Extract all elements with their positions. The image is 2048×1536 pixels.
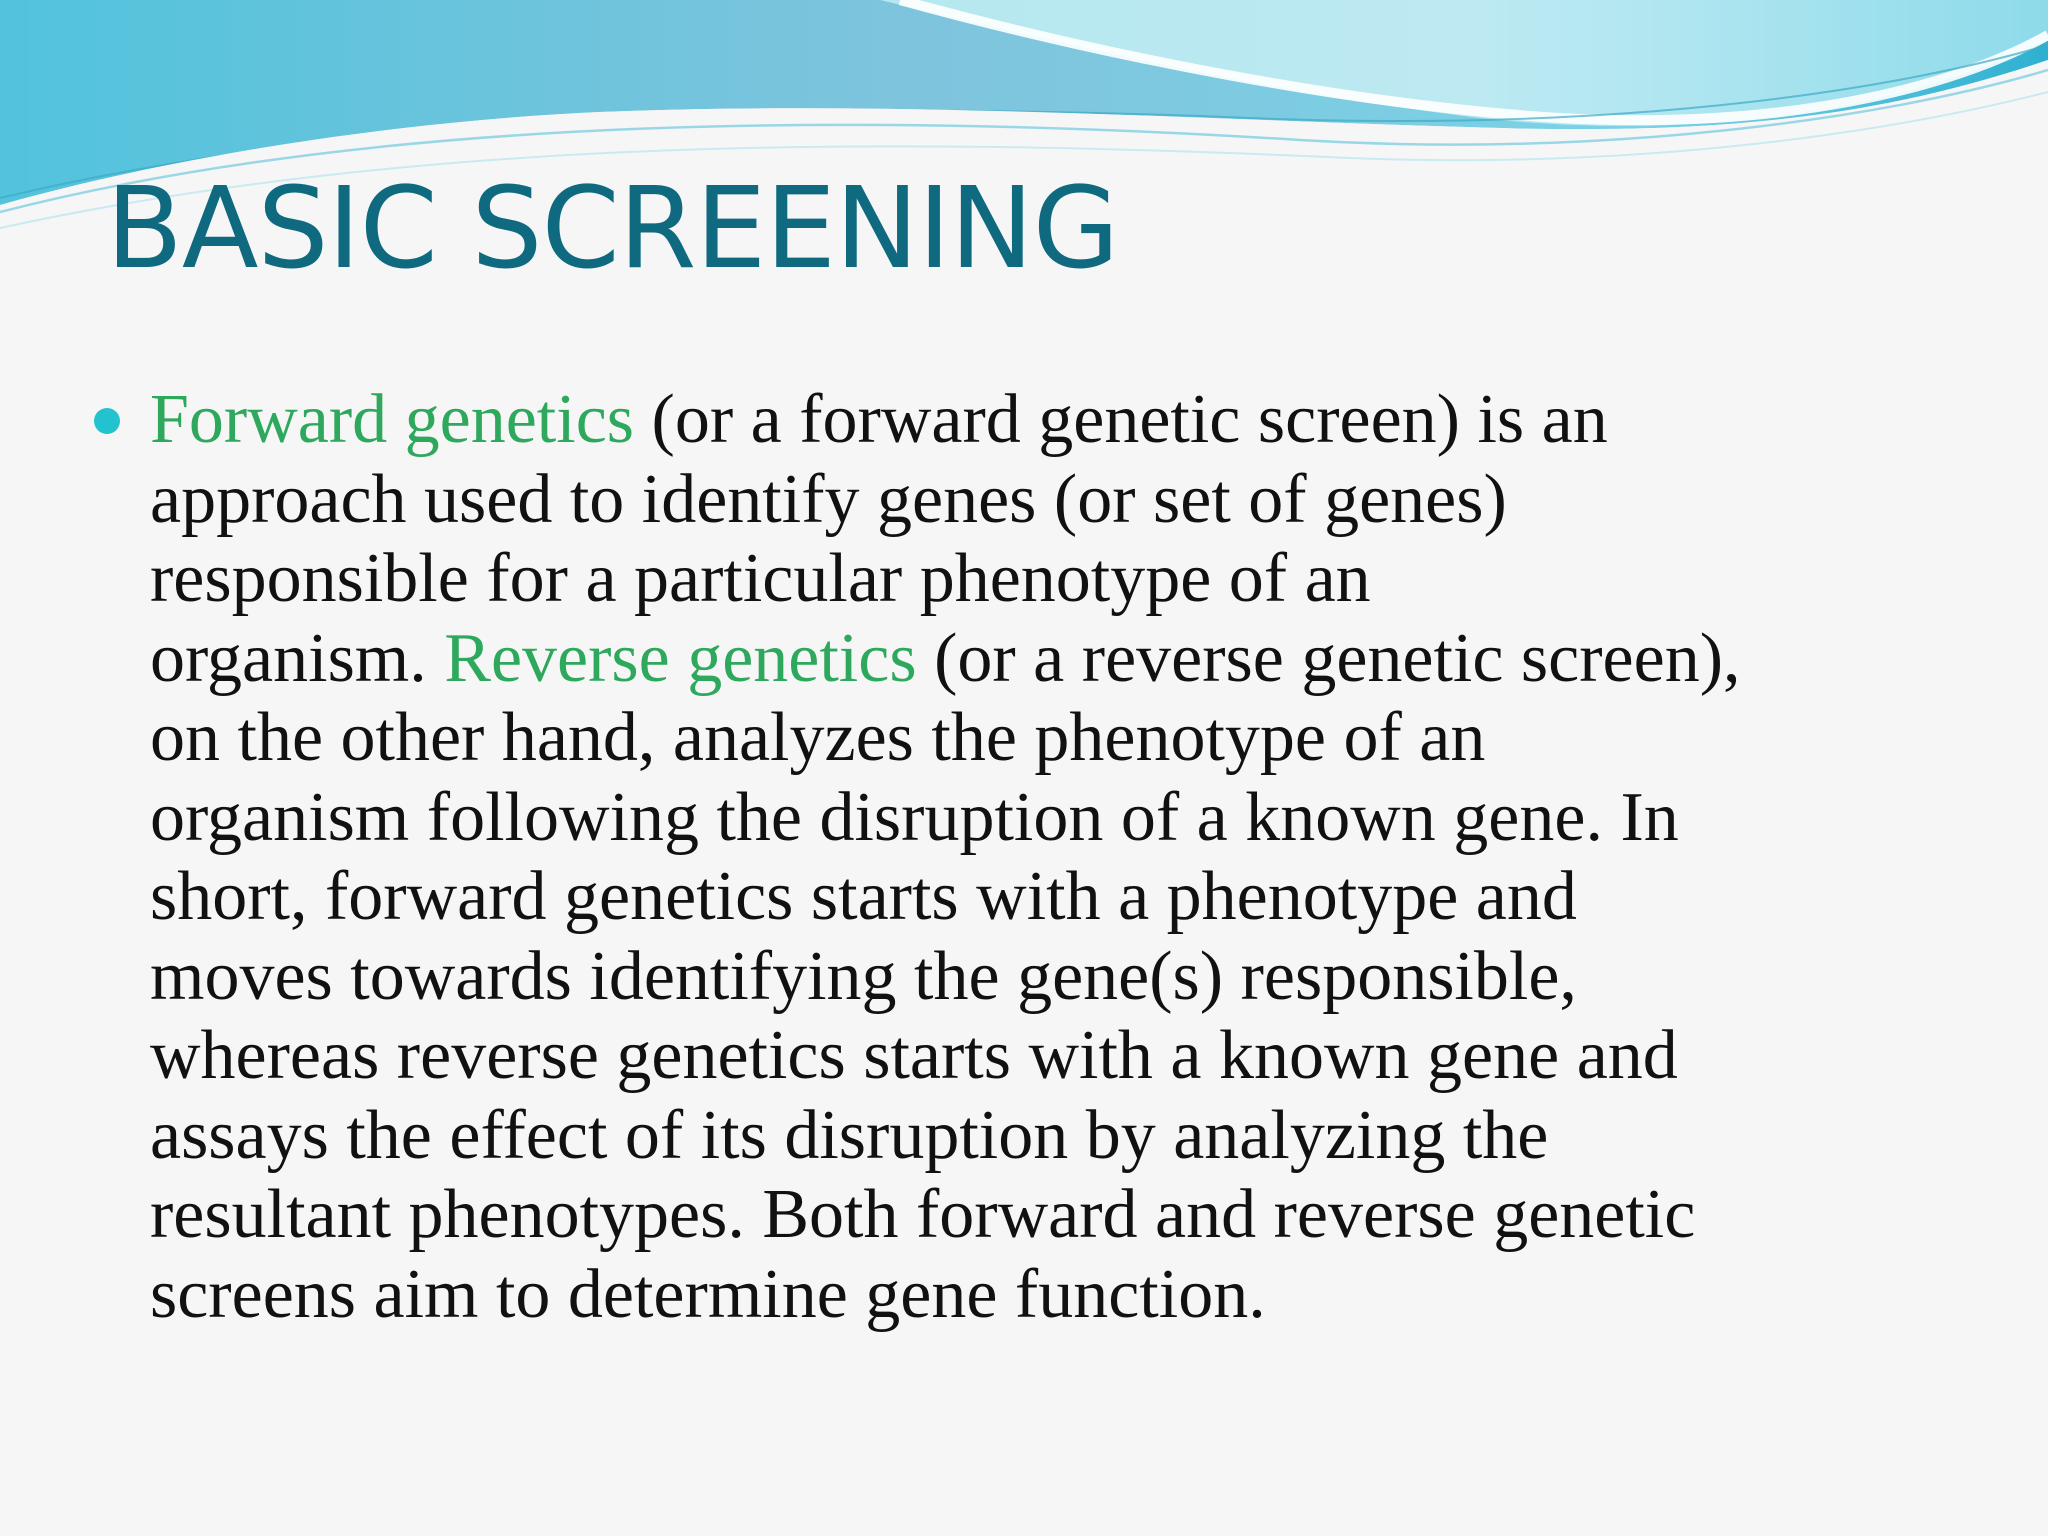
text-segment: (or a forward genetic screen) is an bbox=[634, 381, 1608, 458]
text-line: approach used to identify genes (or set of genes) bbox=[150, 460, 1507, 538]
text-line: responsible for a particular phenotype of an bbox=[150, 540, 1371, 617]
bullet-dot-icon bbox=[94, 408, 120, 434]
text-line bbox=[150, 380, 1950, 460]
text-line: organism following the disruption of a known gene. In bbox=[150, 778, 1679, 856]
text-segment: organism. bbox=[150, 619, 445, 697]
text-line: assays the effect of its disruption by analyzing the bbox=[150, 1096, 1549, 1174]
text-line: on the other hand, analyzes the phenotype of an bbox=[150, 699, 1486, 776]
text-segment: (or a reverse genetic screen), bbox=[916, 619, 1741, 697]
text-line: moves towards identifying the gene(s) responsible, bbox=[150, 937, 1577, 1015]
term-forward-genetics: Forward genetics bbox=[150, 381, 635, 458]
slide-title: BASIC SCREENING bbox=[106, 164, 1119, 294]
text-line: short, forward genetics starts with a phenotype and bbox=[150, 858, 1577, 935]
text-line: screens aim to determine gene function. bbox=[150, 1255, 1266, 1333]
term-reverse-genetics: Reverse genetics bbox=[444, 619, 917, 697]
text-line bbox=[150, 619, 1950, 699]
bullet-paragraph bbox=[150, 380, 1950, 1334]
text-line: resultant phenotypes. Both forward and reverse genetic bbox=[150, 1176, 1696, 1253]
text-line: whereas reverse genetics starts with a known gene and bbox=[150, 1017, 1678, 1094]
